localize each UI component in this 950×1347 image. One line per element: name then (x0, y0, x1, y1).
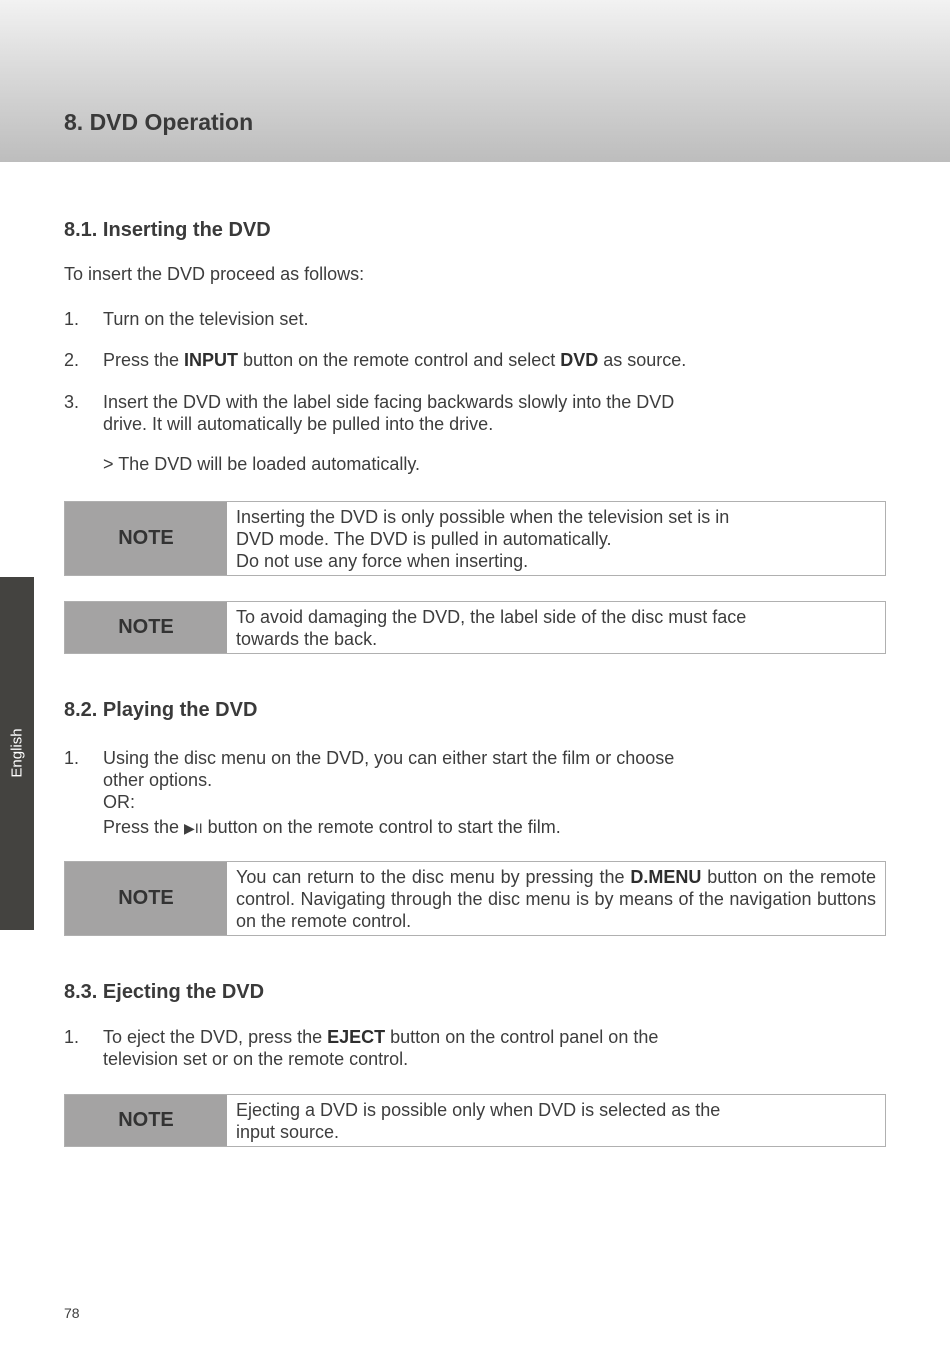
note-text (227, 862, 885, 935)
section-heading-inserting: 8.1. Inserting the DVD (64, 219, 271, 241)
page-number: 78 (64, 1305, 80, 1321)
dvd-source-name: DVD (560, 350, 599, 370)
list-text (103, 1026, 863, 1070)
list-number: 3. (64, 392, 80, 412)
text-line: Do not use any force when inserting. (236, 551, 529, 571)
text-run: Press the (103, 350, 185, 370)
list-number: 1. (64, 748, 80, 768)
text-line: television set or on the remote control. (103, 1049, 409, 1069)
list-text (103, 391, 863, 435)
input-button-name: INPUT (184, 350, 239, 370)
text-line: Insert the DVD with the label side facing backwards slowly into the DVD (103, 392, 675, 412)
text-run: Press the (103, 817, 185, 837)
header-band (0, 0, 950, 162)
text-line: Using the disc menu on the DVD, you can either start the film or choose (103, 748, 675, 768)
list-text (103, 349, 863, 371)
inserting-intro: To insert the DVD proceed as follows: (64, 264, 365, 284)
text-line: To avoid damaging the DVD, the label side of the disc must face (236, 607, 747, 627)
note-box (64, 1094, 886, 1147)
note-text (227, 502, 885, 575)
list-text: Turn on the television set. (103, 309, 309, 329)
section-heading-ejecting: 8.3. Ejecting the DVD (64, 981, 265, 1003)
text-run: button on the remote control. Navigating through the disc menu is by means of the navigation buttons on the remote control. (236, 867, 876, 931)
text-line: input source. (236, 1122, 340, 1142)
list-number: 2. (64, 350, 80, 370)
text-line: DVD mode. The DVD is pulled in automatically. (236, 529, 612, 549)
dmenu-button-name: D.MENU (630, 867, 702, 887)
note-label: NOTE (65, 1095, 227, 1146)
text-run: as source. (598, 350, 687, 370)
list-text (103, 747, 863, 813)
note-box (64, 861, 886, 936)
note-box (64, 501, 886, 576)
text-line: OR: (103, 792, 136, 812)
step-result: > The DVD will be loaded automatically. (103, 454, 420, 474)
list-number: 1. (64, 309, 80, 329)
text-line: towards the back. (236, 629, 378, 649)
note-label: NOTE (65, 502, 227, 575)
text-line: Ejecting a DVD is possible only when DVD is selected as the (236, 1100, 721, 1120)
text-line: drive. It will automatically be pulled into the drive. (103, 414, 494, 434)
chapter-title: 8. DVD Operation (64, 109, 254, 135)
list-text (103, 816, 863, 839)
text-line: Inserting the DVD is only possible when the television set is in (236, 507, 730, 527)
play-pause-icon: ▶II (184, 820, 203, 836)
note-label: NOTE (65, 602, 227, 653)
note-box (64, 601, 886, 654)
eject-button-name: EJECT (327, 1027, 386, 1047)
text-run: button on the remote control and select (238, 350, 561, 370)
text-run: You can return to the disc menu by pressing the (236, 867, 631, 887)
text-run: To eject the DVD, press the (103, 1027, 328, 1047)
note-text (227, 1095, 885, 1146)
list-number: 1. (64, 1027, 80, 1047)
language-tab-label: English (8, 728, 26, 778)
text-run: button on the control panel on the (385, 1027, 659, 1047)
note-text (227, 602, 885, 653)
note-label: NOTE (65, 862, 227, 935)
text-line: other options. (103, 770, 213, 790)
text-run: button on the remote control to start the film. (202, 817, 561, 837)
section-heading-playing: 8.2. Playing the DVD (64, 699, 258, 721)
